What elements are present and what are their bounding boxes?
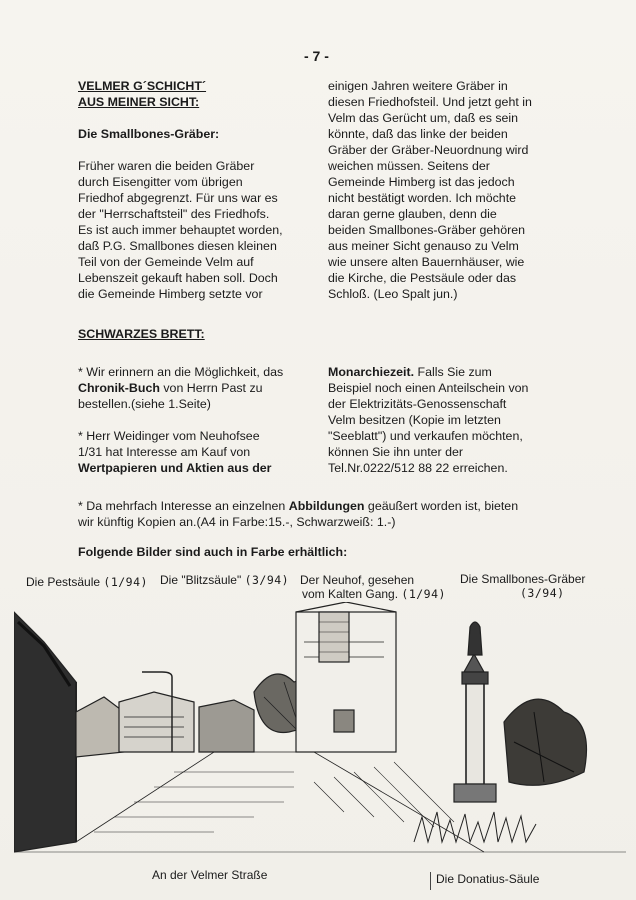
text-line: bestellen.(siehe 1.Seite) bbox=[78, 397, 211, 411]
article-right-column bbox=[328, 78, 608, 302]
text-line: daß P.G. Smallbones diesen kleinen bbox=[78, 239, 277, 253]
article-subheading: Die Smallbones-Gräber: bbox=[78, 127, 220, 141]
text-line: nicht bestätigt worden. Ich möchte bbox=[328, 191, 517, 205]
text-line: Velm das Gerücht um, daß es sein bbox=[328, 111, 519, 125]
text-line: der Elektrizitäts-Genossenschaft bbox=[328, 397, 507, 411]
text-line: Lebenszeit gekauft haben soll. Doch bbox=[78, 271, 278, 285]
chronik-buch-bold: Chronik-Buch bbox=[78, 381, 160, 395]
text-line bbox=[78, 380, 328, 396]
picture-label-smallbones bbox=[460, 572, 585, 600]
text-line: einigen Jahren weitere Gräber in bbox=[328, 79, 508, 93]
text-span: * Da mehrfach Interesse an einzelnen bbox=[78, 499, 289, 513]
article-heading-line1: VELMER G´SCHICHT´ bbox=[78, 79, 207, 93]
monarchiezeit-bold: Monarchiezeit. bbox=[328, 365, 415, 379]
handwritten-note: (3/94) bbox=[244, 573, 290, 587]
text-line: aus meiner Sicht genauso zu Velm bbox=[328, 239, 519, 253]
text-line: weichen müssen. Seitens der bbox=[328, 159, 490, 173]
text-span: von Herrn Past zu bbox=[159, 381, 263, 395]
picture-label-pestsaeule bbox=[26, 575, 148, 589]
text-span: geäußert worden ist, bieten bbox=[364, 499, 519, 513]
picture-label-blitzsaeule bbox=[160, 573, 289, 587]
picture-name: Die Pestsäule bbox=[26, 575, 101, 589]
picture-name-line2 bbox=[300, 587, 446, 601]
text-line: Schloß. (Leo Spalt jun.) bbox=[328, 287, 458, 301]
caption-velmer-strasse: An der Velmer Straße bbox=[152, 868, 268, 882]
text-line: 1/31 hat Interesse am Kauf von bbox=[78, 445, 251, 459]
text-line: Velm besitzen (Kopie im letzten bbox=[328, 413, 501, 427]
text-line: * Wir erinnern an die Möglichkeit, das bbox=[78, 365, 284, 379]
text-line: können Sie ihn unter der bbox=[328, 445, 464, 459]
text-line: Gemeinde Himberg ist das jedoch bbox=[328, 175, 515, 189]
article-left-column bbox=[78, 78, 318, 302]
board-section bbox=[78, 326, 205, 342]
text-line: könnte, daß das linke der beiden bbox=[328, 127, 508, 141]
text-line: Beispiel noch einen Anteilschein von bbox=[328, 381, 529, 395]
picture-label-neuhof bbox=[300, 573, 446, 601]
text-line: Wertpapieren und Aktien aus der bbox=[78, 461, 272, 475]
text-line: Teil von der Gemeinde Velm auf bbox=[78, 255, 254, 269]
text-line: die Kirche, die Pestsäule oder das bbox=[328, 271, 517, 285]
text-line: daran gerne glauben, denn die bbox=[328, 207, 497, 221]
caption-donatius-saeule: Die Donatius-Säule bbox=[436, 872, 540, 886]
text-span: Falls Sie zum bbox=[414, 365, 492, 379]
page-number: - 7 - bbox=[304, 48, 329, 64]
text-line: "Seeblatt") und verkaufen möchten, bbox=[328, 429, 523, 443]
text-line bbox=[328, 364, 608, 380]
handwritten-note: (3/94) bbox=[520, 586, 565, 600]
handwritten-note: (1/94) bbox=[401, 587, 446, 601]
board-left-column bbox=[78, 364, 328, 476]
abbildungen-bold: Abbildungen bbox=[288, 499, 365, 513]
board-right-column bbox=[328, 364, 608, 476]
caption-separator bbox=[430, 872, 431, 890]
text-line: diesen Friedhofsteil. Und jetzt geht in bbox=[328, 95, 532, 109]
text-line: wir künftig Kopien an.(A4 in Farbe:15.-, Schwarzweiß: 1.-) bbox=[78, 515, 396, 529]
board-heading: SCHWARZES BRETT: bbox=[78, 327, 205, 341]
handwritten-note: (1/94) bbox=[103, 575, 148, 589]
text-line: durch Eisengitter vom übrigen bbox=[78, 175, 243, 189]
article-heading-line2: AUS MEINER SICHT: bbox=[78, 95, 200, 109]
text-line: Friedhof abgegrenzt. Für uns war es bbox=[78, 191, 278, 205]
text-line: Gräber der Gräber-Neuordnung wird bbox=[328, 143, 529, 157]
picture-name: Die Smallbones-Gräber bbox=[460, 572, 586, 586]
color-pictures-heading: Folgende Bilder sind auch in Farbe erhältlich: bbox=[78, 545, 348, 559]
article-left-text bbox=[78, 158, 318, 302]
text-line bbox=[78, 498, 618, 514]
text-line: Es ist auch immer behauptet worden, bbox=[78, 223, 283, 237]
street-illustration bbox=[14, 602, 626, 862]
text-line: die Gemeinde Himberg setzte vor bbox=[78, 287, 263, 301]
board-item-copies bbox=[78, 498, 618, 560]
text-line: * Herr Weidinger vom Neuhofsee bbox=[78, 429, 260, 443]
text-line: Früher waren die beiden Gräber bbox=[78, 159, 255, 173]
text-line: der "Herrschaftsteil" des Friedhofs. bbox=[78, 207, 270, 221]
picture-name: Die "Blitzsäule" bbox=[160, 573, 242, 587]
text-line: beiden Smallbones-Gräber gehören bbox=[328, 223, 525, 237]
text-span: vom Kalten Gang. bbox=[302, 587, 399, 601]
text-line: Tel.Nr.0222/512 88 22 erreichen. bbox=[328, 461, 508, 475]
text-line: wie unsere alten Bauernhäuser, wie bbox=[328, 255, 525, 269]
picture-name: Der Neuhof, gesehen bbox=[300, 573, 415, 587]
